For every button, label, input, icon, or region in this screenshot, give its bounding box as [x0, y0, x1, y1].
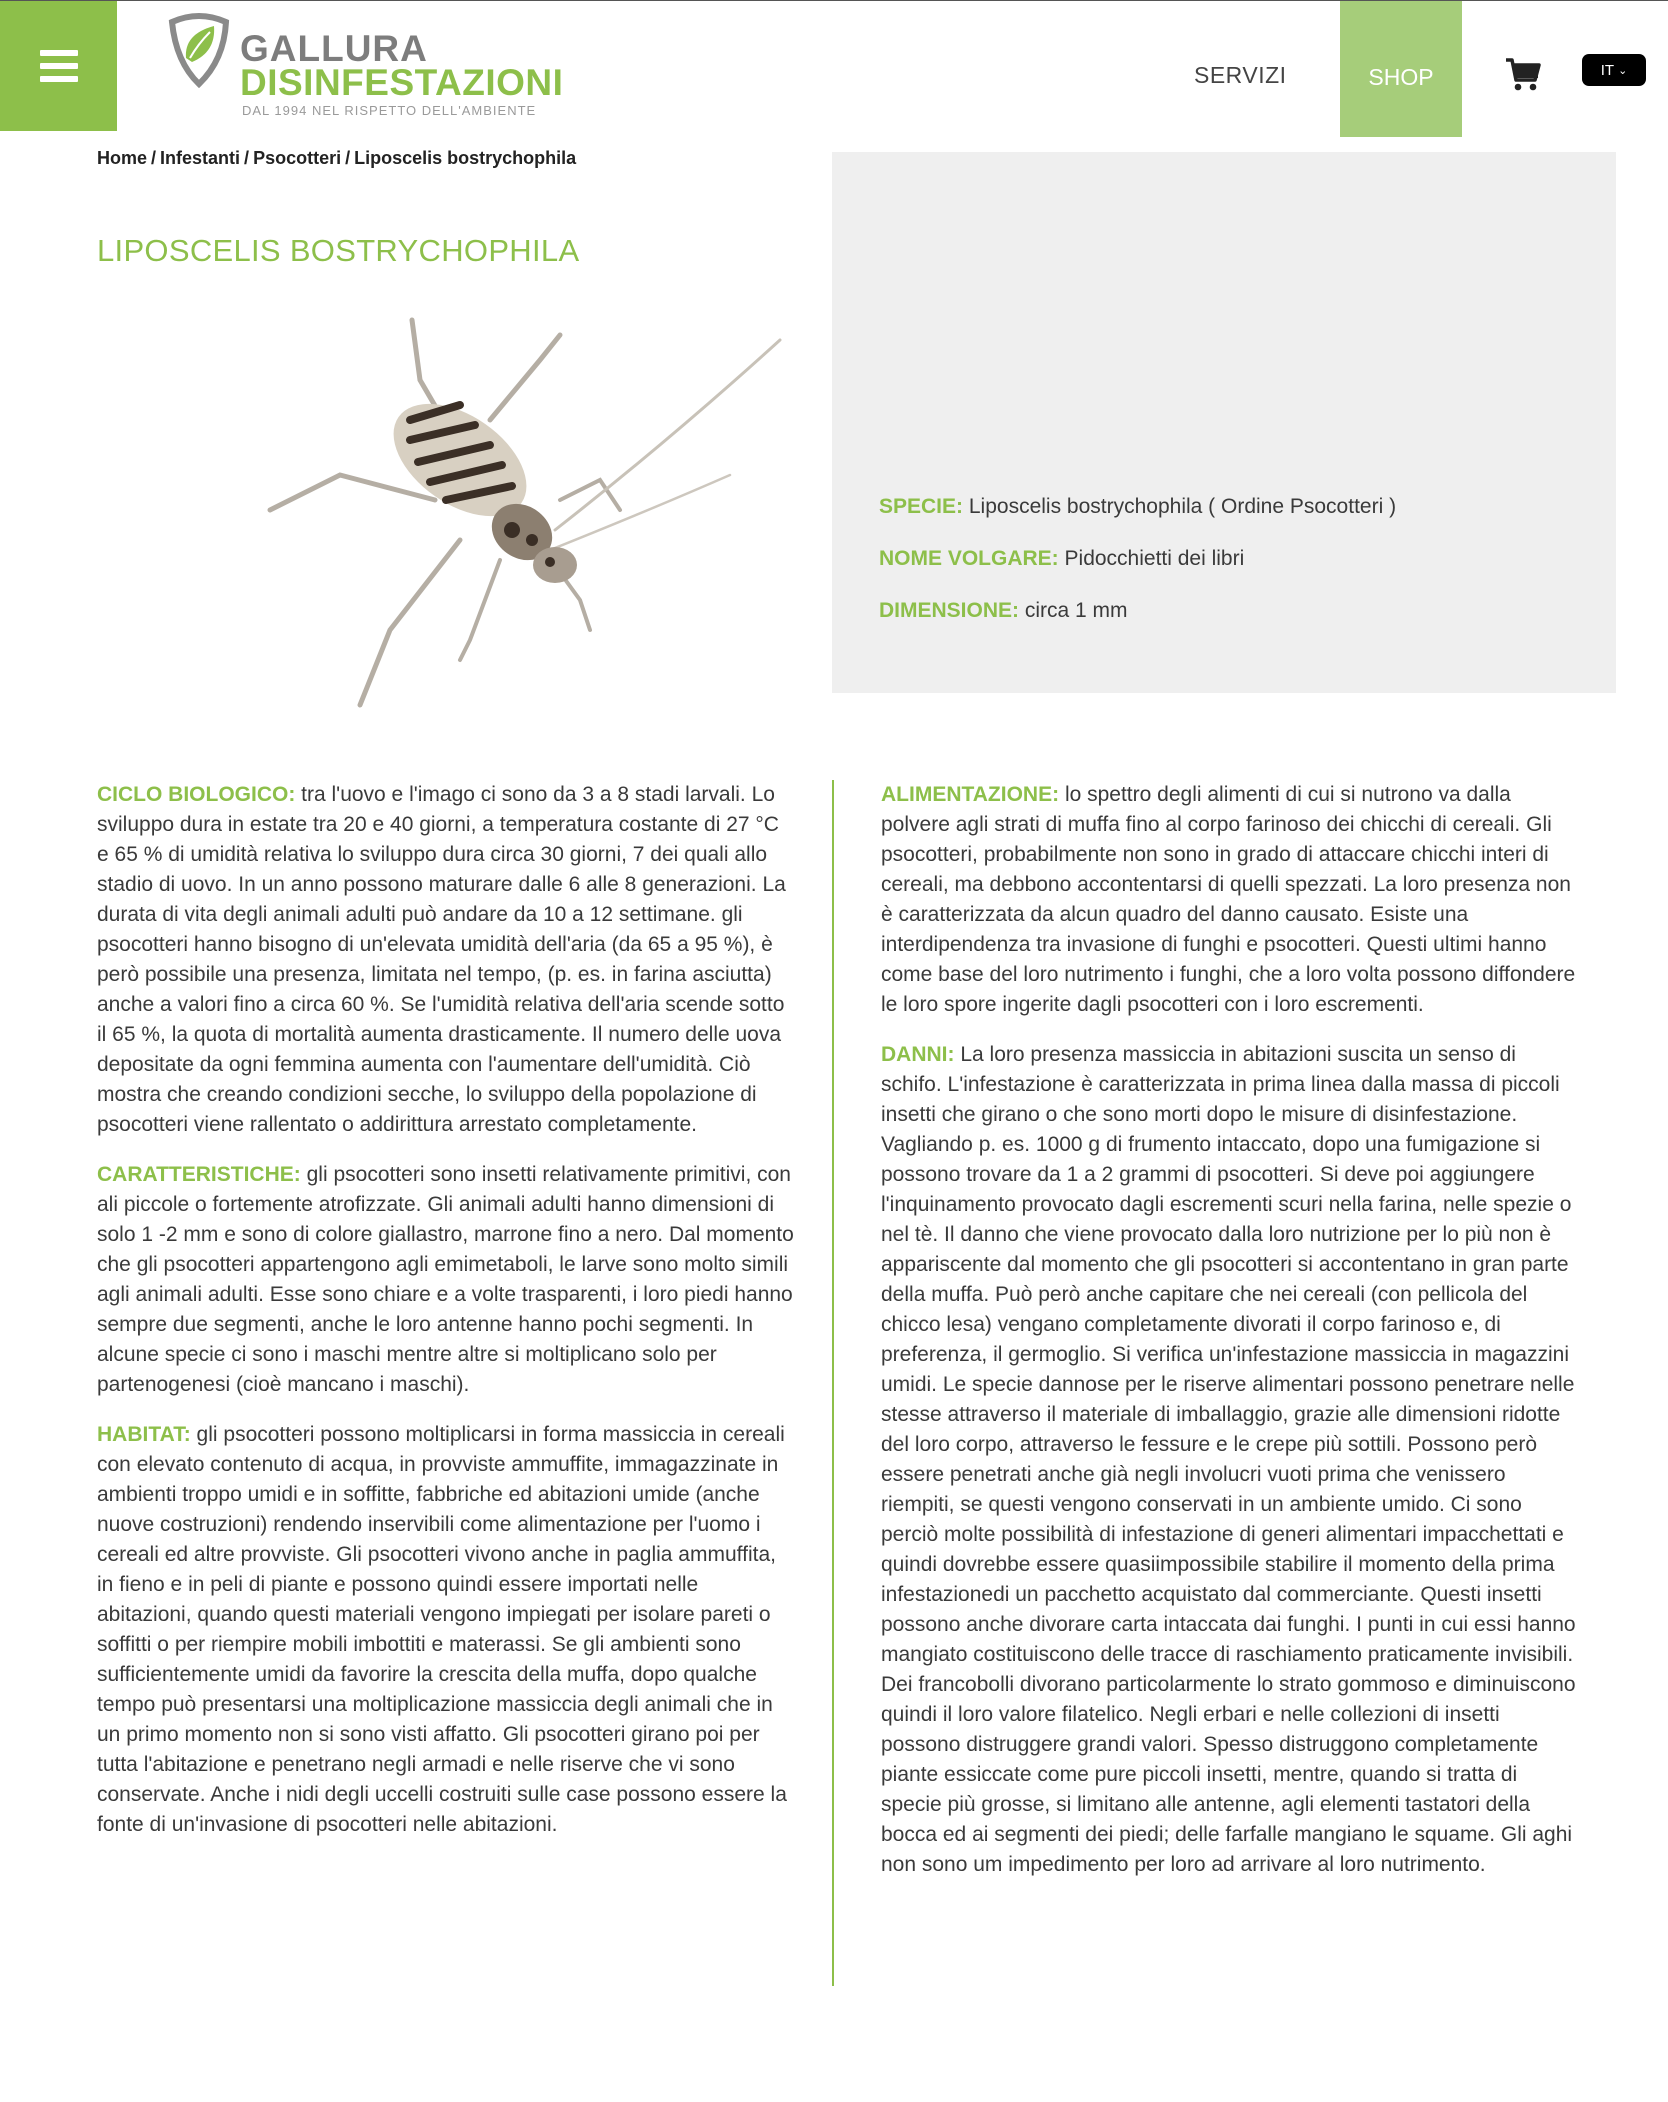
nav-shop-label: SHOP [1368, 63, 1434, 90]
logo-line1: GALLURA [240, 28, 428, 69]
dimensione-label: DIMENSIONE: [879, 599, 1020, 622]
section-habitat [97, 1420, 794, 1840]
breadcrumb-current: Liposcelis bostrychophila [354, 148, 577, 168]
specie-value: Liposcelis bostrychophila ( Ordine Psocotteri ) [968, 495, 1397, 518]
menu-button[interactable] [0, 1, 117, 131]
ciclo-label: CICLO BIOLOGICO: [97, 783, 296, 806]
content-right-column [881, 780, 1581, 1900]
breadcrumb-home[interactable]: Home [97, 148, 148, 168]
hamburger-icon [40, 50, 78, 82]
site-logo[interactable] [164, 6, 584, 126]
caratteristiche-label: CARATTERISTICHE: [97, 1163, 301, 1186]
section-caratteristiche [97, 1160, 794, 1400]
specie-label: SPECIE: [879, 495, 964, 518]
danni-text: La loro presenza massiccia in abitazioni suscita un senso di schifo. L'infestazione è caratterizzata in prima linea dalla massa di piccoli insetti che girano o che sono morti dopo le misure di disinfestazione. Vagliando p. es. 1000 g di frumento intaccato, dopo una fumigazione si possono trovare da 1 a 2 grammi di psocotteri. Si deve poi aggiungere l'inquinamento provocato dagli escrementi scuri nella farina, nelle spezie o nel tè. Il danno che viene provocato dalla loro nutrizione per lo più non è appariscente dal momento che gli psocotteri si accontentano in gran parte della muffa. Può però anche capitare che nei cereali (con pellicola del chicco lesa) vengano completamente divorati il corpo farinoso e, di preferenza, il germoglio. Si verifica un'infestazione massiccia in magazzini umidi. Le specie dannose per le riserve alimentari possono penetrare nelle stesse attraverso il materiale di imballaggio, grazie alle dimensioni ridotte del loro corpo, attraverso le fessure e le crepe più sottili. Possono però essere penetrati anche già negli involucri vuoti prima che venissero riempiti, se questi vengono conservati in un ambiente umido. Ci sono perciò molte possibilità di infestazione di generi alimentari impacchettati e quindi dovrebbe essere quasiimpossibile stabilire il momento della prima infestazionedi un pacchetto acquistato dal commerciante. Questi insetti possono anche divorare carta intaccata dai funghi. I punti in cui essi hanno mangiato costituiscono delle tracce di raschiamento praticamente invisibili. Dei francobolli divorano particolarmente lo strato gommoso e diminuiscono quindi il loro valore filatelico. Negli erbari e nelle collezioni di insetti possono distruggere grandi valori. Spesso distruggono completamente piante essiccate come pure piccoli insetti, mentre, quando si tratta di specie più grosse, si limitano alle antenne, agli elementi tastatori della bocca ed ai segmenti dei piedi; delle farfalle mangiano le squame. Gli aghi non sono um impedimento per loro ad arrivare al loro nutrimento. [881, 1043, 1576, 1876]
breadcrumb-separator: / [151, 148, 157, 168]
logo-tagline: DAL 1994 NEL RISPETTO DELL'AMBIENTE [242, 103, 537, 118]
breadcrumb-psocotteri[interactable]: Psocotteri [253, 148, 342, 168]
dimensione-value: circa 1 mm [1024, 599, 1128, 622]
habitat-text: gli psocotteri possono moltiplicarsi in forma massiccia in cereali con elevato contenuto di acqua, in provviste ammuffite, immagazzinate in ambienti troppo umidi e in soffitte, fabbriche ed abitazioni umide (anche nuove costruzioni) rendendo inservibili come alimentazione per l'uomo i cereali ed altre provviste. Gli psocotteri vivono anche in paglia ammuffita, in fieno e in peli di piante e possono quindi essere importati nelle abitazioni, quando questi materiali vengono impiegati per isolare pareti o soffitti o per riempire mobili imbottiti e materassi. Se gli ambienti sono sufficientemente umidi da favorire la crescita della muffa, dopo qualche tempo può presentarsi una moltiplicazione massiccia degli animali che in un primo momento non si sono visti affatto. Gli psocotteri girano poi per tutta l'abitazione e penetrano negli armadi e nelle riserve che vi sono conservate. Anche i nidi degli uccelli costruiti sulle case possono essere la fonte di un'invasione di psocotteri nelle abitazioni. [97, 1423, 787, 1836]
leaf-shield-icon [164, 8, 234, 88]
breadcrumb [97, 148, 576, 169]
alimentazione-label: ALIMENTAZIONE: [881, 783, 1060, 806]
logo-line2: DISINFESTAZIONI [240, 62, 564, 103]
language-label: IT [1600, 61, 1615, 79]
chevron-down-icon: ⌄ [1618, 64, 1628, 77]
danni-label: DANNI: [881, 1043, 955, 1066]
habitat-label: HABITAT: [97, 1423, 191, 1446]
caratteristiche-text: gli psocotteri sono insetti relativamente primitivi, con ali piccole o fortemente atrofizzate. Gli animali adulti hanno dimensioni di solo 1 -2 mm e sono di colore giallastro, marrone fino a nero. Dal momento che gli psocotteri appartengono agli emimetaboli, le larve sono molto simili agli animali adulti. Esse sono chiare e a volte trasparenti, i loro piedi hanno sempre due segmenti, anche le loro antenne hanno pochi segmenti. In alcune specie ci sono i maschi mentre altre si moltiplicano solo per partenogenesi (cioè mancano i maschi). [97, 1163, 794, 1396]
breadcrumb-infestanti[interactable]: Infestanti [160, 148, 241, 168]
content-left-column [97, 780, 794, 1860]
insect-image [250, 300, 790, 720]
species-info-box [832, 152, 1616, 693]
ciclo-text: tra l'uovo e l'imago ci sono da 3 a 8 stadi larvali. Lo sviluppo dura in estate tra 20 e 40 giorni, a temperatura costante di 27 °C e 65 % di umidità relativa lo sviluppo dura circa 30 giorni, 7 dei quali allo stadio di uovo. In un anno possono maturare dalle 6 alle 8 generazioni. La durata di vita degli animali adulti può andare da 10 a 12 settimane. gli psocotteri hanno bisogno di un'elevata umidità dell'aria (da 65 a 95 %), è però possibile una presenza, limitata nel tempo, (p. es. in farina asciutta) anche a valori fino a circa 60 %. Se l'umidità relativa dell'aria scende sotto il 65 %, la quota di mortalità aumenta drasticamente. Il numero delle uova depositate da ogni femmina aumenta con l'aumentare dell'umidità. Ciò mostra che creando condizioni secche, lo sviluppo della popolazione di psocotteri viene rallentato o addirittura arrestato completamente. [97, 783, 786, 1136]
section-ciclo-biologico [97, 780, 794, 1140]
breadcrumb-separator: / [345, 148, 351, 168]
nav-servizi[interactable]: SERVIZI [1194, 62, 1287, 88]
info-dimensione [879, 599, 1128, 623]
nome-volgare-value: Pidocchietti dei libri [1064, 547, 1245, 570]
section-danni [881, 1040, 1581, 1880]
language-selector[interactable] [1582, 54, 1646, 86]
column-divider [832, 780, 834, 1986]
info-specie [879, 495, 1396, 519]
breadcrumb-separator: / [244, 148, 250, 168]
nome-volgare-label: NOME VOLGARE: [879, 547, 1059, 570]
page-title: LIPOSCELIS BOSTRYCHOPHILA [97, 233, 580, 268]
cart-icon[interactable] [1505, 56, 1541, 92]
section-alimentazione [881, 780, 1581, 1020]
nav-shop[interactable] [1340, 1, 1462, 137]
info-nome-volgare [879, 547, 1244, 571]
alimentazione-text: lo spettro degli alimenti di cui si nutrono va dalla polvere agli strati di muffa fino al corpo farinoso dei chicchi di cereali. Gli psocotteri, probabilmente non sono in grado di attaccare chicchi interi di cereali, ma debbono accontentarsi di quelli spezzati. La loro presenza non è caratterizzata da alcun quadro del danno causato. Esiste una interdipendenza tra invasione di funghi e psocotteri. Questi ultimi hanno come base del loro nutrimento i funghi, che a loro volta possono diffondere le loro spore ingerite dagli psocotteri con i loro escrementi. [881, 783, 1576, 1016]
